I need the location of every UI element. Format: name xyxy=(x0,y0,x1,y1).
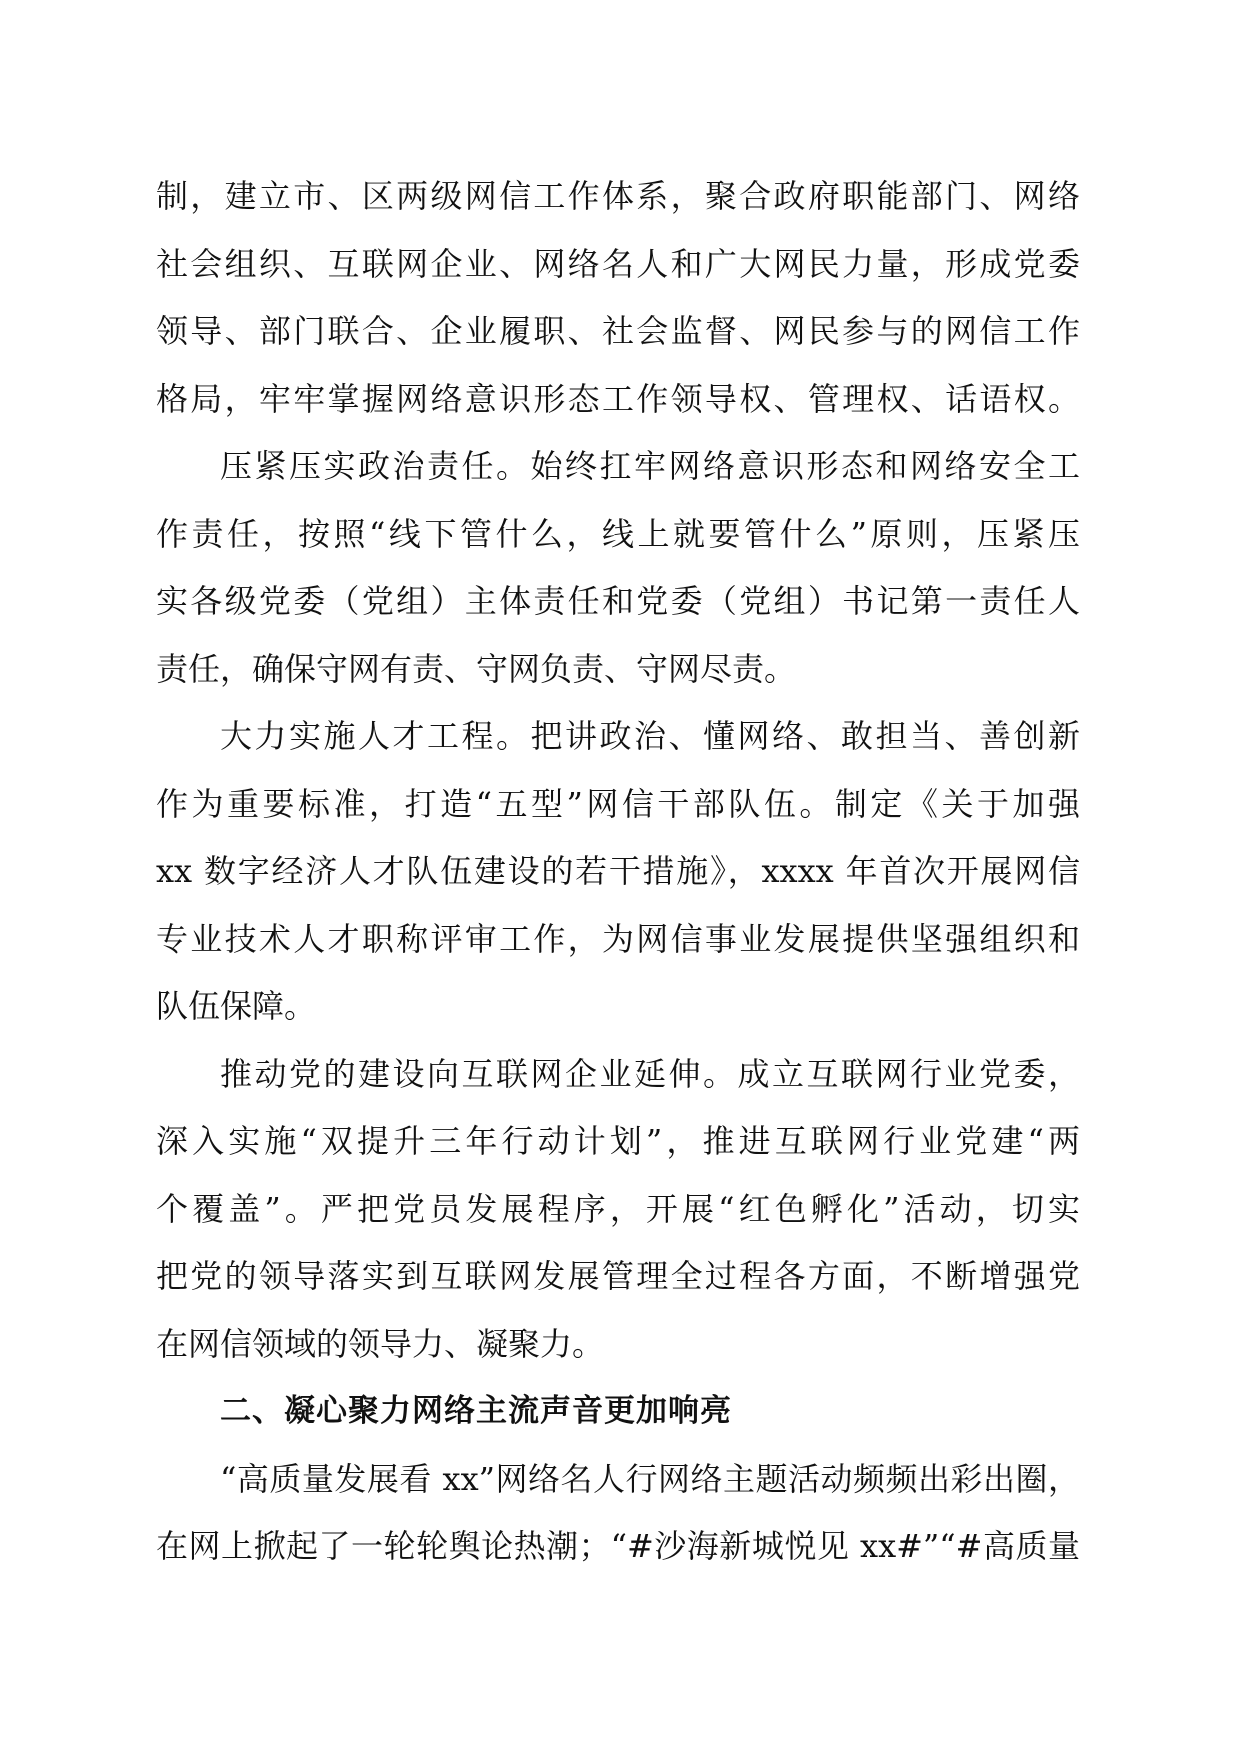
paragraph-line: 深入实施“双提升三年行动计划”，推进互联网行业党建“两 xyxy=(156,1122,1080,1160)
paragraph-line: 实各级党委（党组）主体责任和党委（党组）书记第一责任人 xyxy=(156,582,1080,620)
paragraph-line: 压紧压实政治责任。始终扛牢网络意识形态和网络安全工 xyxy=(220,447,1080,485)
paragraph-political-responsibility xyxy=(156,433,1080,703)
paragraph-line: 大力实施人才工程。把讲政治、懂网络、敢担当、善创新 xyxy=(220,717,1080,755)
paragraph-line: 把党的领导落实到互联网发展管理全过程各方面，不断增强党 xyxy=(156,1257,1080,1295)
paragraph-network-work-system xyxy=(156,163,1080,433)
paragraph-online-theme-activity xyxy=(156,1446,1080,1581)
paragraph-line: 作为重要标准，打造“五型”网信干部队伍。制定《关于加强 xyxy=(156,784,1080,823)
paragraph-line: 格局，牢牢掌握网络意识形态工作领导权、管理权、话语权。 xyxy=(156,379,1080,418)
paragraph-party-building-internet xyxy=(156,1041,1080,1379)
paragraph-line: 推动党的建设向互联网企业延伸。成立互联网行业党委， xyxy=(220,1054,1080,1093)
section-heading: 二、凝心聚力网络主流声音更加响亮 xyxy=(220,1393,732,1429)
paragraph-line: 个覆盖”。严把党员发展程序，开展“红色孵化”活动，切实 xyxy=(156,1189,1080,1228)
paragraph-line: 在网上掀起了一轮轮舆论热潮；“#沙海新城悦见 xx#”“#高质量 xyxy=(156,1527,1080,1565)
paragraph-line: 队伍保障。 xyxy=(156,987,317,1025)
paragraph-line: 社会组织、互联网企业、网络名人和广大网民力量，形成党委 xyxy=(156,244,1080,283)
paragraph-line: 作责任，按照“线下管什么，线上就要管什么”原则，压紧压 xyxy=(156,514,1080,553)
paragraph-talent-project xyxy=(156,703,1080,1041)
paragraph-line: xx 数字经济人才队伍建设的若干措施》，xxxx 年首次开展网信 xyxy=(156,852,1080,890)
paragraph-line: 领导、部门联合、企业履职、社会监督、网民参与的网信工作 xyxy=(156,312,1080,350)
paragraph-line: “高质量发展看 xx”网络名人行网络主题活动频频出彩出圈， xyxy=(220,1459,1080,1498)
paragraph-line: 在网信领域的领导力、凝聚力。 xyxy=(156,1324,605,1363)
document-page xyxy=(156,163,1080,1581)
paragraph-line: 责任，确保守网有责、守网负责、守网尽责。 xyxy=(156,649,797,688)
paragraph-line: 制，建立市、区两级网信工作体系，聚合政府职能部门、网络 xyxy=(156,177,1080,215)
paragraph-line: 专业技术人才职称评审工作，为网信事业发展提供坚强组织和 xyxy=(156,919,1080,958)
